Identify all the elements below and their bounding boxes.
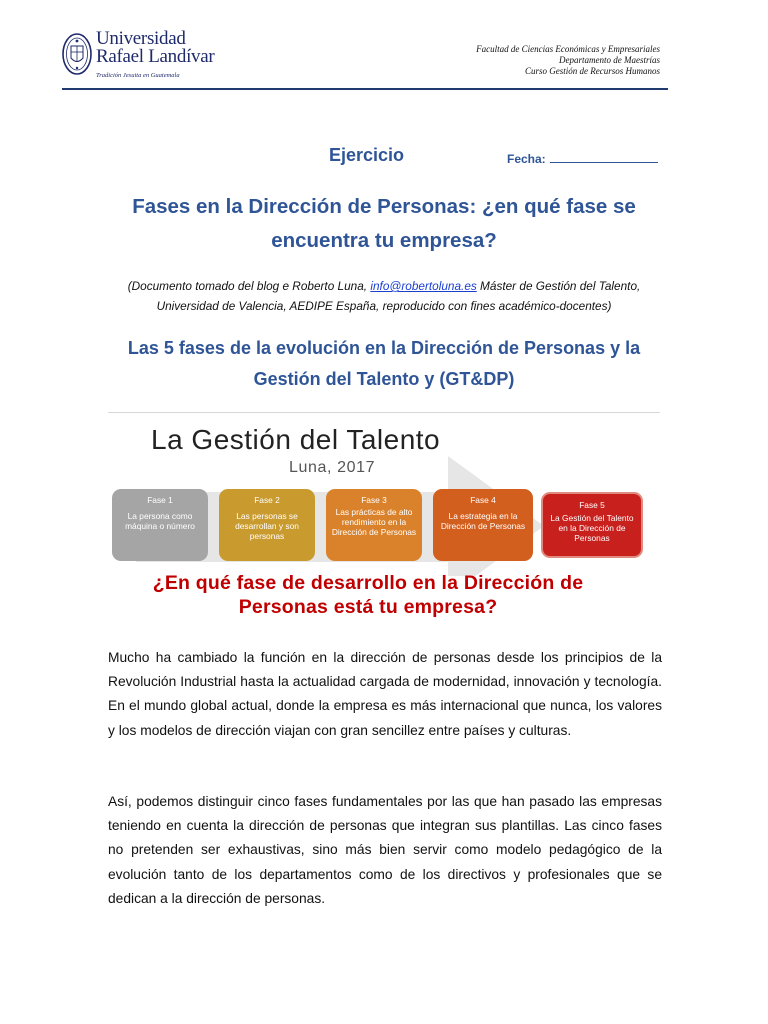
phase-card-4 bbox=[433, 489, 533, 561]
body-paragraph-1: Mucho ha cambiado la función en la dirección de personas desde los principios de la Revolución Industrial hasta la actualidad cargada de modernidad, innovación y tecnología. En el mundo global actual, donde la empresa es más internacional que nunca, los valores y los modelos de dirección viajan con gran sencillez entre países y culturas. bbox=[108, 650, 662, 738]
subtitle-divider bbox=[108, 412, 660, 413]
phase-card-5 bbox=[541, 492, 643, 558]
phase-description: Las prácticas de alto rendimiento en la Dirección de Personas bbox=[331, 507, 417, 537]
date-blank-line bbox=[550, 151, 658, 163]
figure-title: La Gestión del Talento bbox=[151, 424, 441, 455]
university-seal-icon bbox=[62, 32, 92, 76]
section-subtitle: Las 5 fases de la evolución en la Dirección de Personas y la Gestión del Talento y (GT&DP) bbox=[127, 338, 641, 389]
phase-label: Fase 2 bbox=[254, 495, 280, 505]
phase-description: La persona como máquina o número bbox=[125, 511, 195, 531]
phase-description: La estrategia en la Dirección de Personas bbox=[440, 511, 526, 531]
phase-label: Fase 4 bbox=[470, 495, 496, 505]
university-tagline: Tradición Jesuita en Guatemala bbox=[96, 72, 180, 79]
university-name-line2: Rafael Landívar bbox=[96, 46, 215, 67]
source-suffix: Máster de Gestión del Talento, Universidad de Valencia, AEDIPE España, reproducido con fines académico-docentes) bbox=[156, 279, 641, 313]
figure-subtitle: Luna, 2017 bbox=[289, 459, 376, 476]
figure-question: ¿En qué fase de desarrollo en la Dirección de Personas está tu empresa? bbox=[152, 572, 584, 618]
source-citation bbox=[100, 276, 668, 316]
source-email-link[interactable]: info@robertoluna.es bbox=[370, 279, 477, 293]
university-logo bbox=[62, 28, 215, 86]
source-prefix: (Documento tomado del blog e Roberto Luna, bbox=[127, 279, 371, 293]
phase-label: Fase 5 bbox=[579, 500, 605, 510]
phase-description: Las personas se desarrollan y son personas bbox=[235, 511, 299, 541]
phase-card-3 bbox=[326, 489, 422, 561]
course-text: Curso Gestión de Recursos Humanos bbox=[525, 66, 660, 76]
phase-label: Fase 1 bbox=[147, 495, 173, 505]
date-label: Fecha: bbox=[507, 152, 546, 166]
date-field bbox=[507, 151, 658, 166]
phase-description: La Gestión del Talento en la Dirección de Personas bbox=[550, 513, 634, 543]
page-title: Fases en la Dirección de Personas: ¿en qué fase se encuentra tu empresa? bbox=[132, 195, 636, 252]
body-paragraph-2: Así, podemos distinguir cinco fases fundamentales por las que han pasado las empresas teniendo en cuenta la dirección de personas que integran sus plantillas. Las cinco fases no pretenden ser exhaustivas, sino más bien servir como modelo pedagógico de la evolución tanto de los departamentos como de los directivos y profesionales que se dedican a la dirección de personas. bbox=[108, 794, 662, 906]
phase-label: Fase 3 bbox=[361, 495, 387, 505]
phase-card-1 bbox=[112, 489, 208, 561]
page-header bbox=[0, 0, 768, 92]
university-name bbox=[96, 30, 214, 85]
faculty-text: Facultad de Ciencias Económicas y Empresariales bbox=[476, 44, 660, 54]
phase-card-2 bbox=[219, 489, 315, 561]
university-name-line1: Universidad bbox=[96, 28, 186, 49]
talent-phases-figure bbox=[108, 416, 660, 624]
department-info bbox=[476, 44, 660, 77]
department-text: Departamento de Maestrías bbox=[559, 55, 660, 65]
header-divider bbox=[62, 88, 668, 90]
exercise-heading: Ejercicio bbox=[329, 145, 405, 165]
